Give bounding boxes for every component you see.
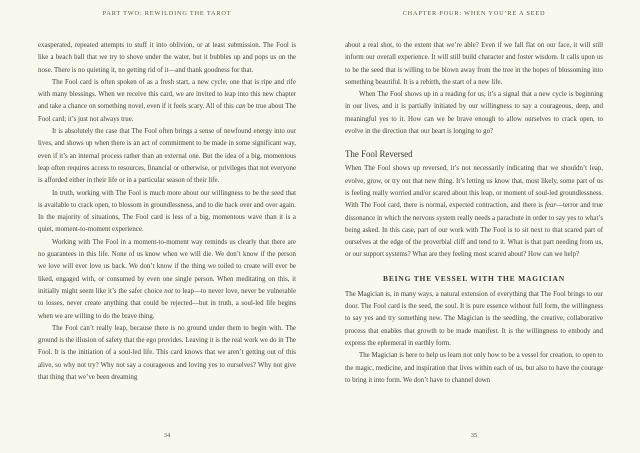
paragraph: The Magician is, in many ways, a natural extension of everything that The Fool brings to our door. The Fool card is the seed, the soul. It is pure essence without full form, the willingness to say yes and try something new. The Magician is the seedling, the creative, collaborative process that enables that growth to be made manifest. It is the willingness to embody and express the ephemeral in earthly form. bbox=[345, 290, 603, 347]
paragraph: It is absolutely the case that The Fool often brings a sense of newfound energy into our lives, and shows up when there is an act of commitment to be made in some significant way, even if it’s an internal process rather than an external one. But the idea of a big, momentous leap often requires access to resources, financial or otherwise, or privileges that not everyone is afforded either in their life or in a particular season of their life. bbox=[38, 128, 296, 185]
left-page bbox=[38, 0, 296, 453]
page-number-right: 35 bbox=[470, 432, 478, 439]
paragraph: The Fool card is often spoken of as a fresh start, a new cycle, one that is ripe and rife with many blessings. When we receive this card, we are invited to leap into this new chapter and take a chance on something novel, even if it feels scary. All of this can be true about The Fool card; it’s just not always true. bbox=[38, 78, 296, 123]
paragraph: Working with The Fool in a moment-to-moment way reminds us clearly that there are no guarantees in this life. None of us know when we will die. We don’t know if the person we love will ever love us back. We don’t know if the thing we toiled to create will ever be liked, engaged with, or consumed by even one single person. When meditating on this, it initially might seem like it’s the safer choice not to leap—to never love, never be vulnerable to losses, never create anything that could be rejected—but in truth, a soul-led life begins when we are willing to do the brave thing. bbox=[38, 238, 297, 320]
paragraph: In truth, working with The Fool is much more about our willingness to be the seed that is available to crack open, to blossom in groundlessness, and to die back over and over again. In the majority of situations, The Fool card is less of a big, momentous wave than it is a quiet, moment-to-moment experience. bbox=[38, 189, 296, 234]
paragraph: The Magician is here to help us learn not only how to be a vessel for creation, to open to the magic, medicine, and inspiration that lives within each of us, but also to have the courage to bring it into form. We don’t have to channel down bbox=[345, 352, 603, 384]
left-page-body bbox=[38, 40, 296, 384]
page-number-left: 34 bbox=[163, 432, 171, 439]
paragraph: When The Fool shows up in a reading for us, it’s a signal that a new cycle is beginning in our lives, and it is partially initiated by our willingness to say a courageous, deep, and meaningful yes to it. How can we be brave enough to allow ourselves to crack open, to evolve in the direction that our heart is longing to go? bbox=[345, 91, 603, 136]
paragraph: When The Fool shows up reversed, it’s not necessarily indicating that we shouldn’t leap, evolve, grow, or try out that new thing. It’s letting us know that, most likely, some part of us is feeling really worried and/or scared about this leap, or moment of soul-led groundlessness. With The Fool card, there is normal, expected contraction, and there is fear—terror and true dissonance in which the nervous system really needs a parachute in order to say yes to what’s being asked. In this case, part of our work with The Fool is to sit next to that scared part of ourselves at the edge of the proverbial cliff and tend to it. What is that part needing from us, or our support systems? What are they feeling most scared about? How can we help? bbox=[345, 165, 603, 259]
section-heading-magician: BEING THE VESSEL WITH THE MAGICIAN bbox=[383, 273, 565, 283]
right-page-body bbox=[345, 40, 603, 387]
running-head-right: CHAPTER FOUR: WHEN YOU’RE A SEED bbox=[402, 10, 546, 17]
paragraph: about a real shot, to the extent that we’re able? Even if we fall flat on our face, it will still inform our overall experience. It will still build character and foster wisdom. It calls upon us to be the seed that is willing to be blown away from the tree in the hopes of blossoming into something beautiful. It is a rebirth, the start of a new life. bbox=[345, 42, 603, 86]
running-head-left: PART TWO: REWILDING THE TAROT bbox=[102, 10, 232, 17]
subheading-fool-reversed: The Fool Reversed bbox=[345, 149, 413, 160]
right-page bbox=[345, 0, 603, 453]
paragraph: The Fool can’t really leap, because there is no ground under them to begin with. The ground is the illusion of safety that the ego provides. Leaving it is the real work we do in The Fool. It is the initiation of a soul-led life. This card knows that we aren’t getting out of this alive, so why not try? Why not say a courageous and loving yes to ourselves? Why not give that thing that we’ve been dreaming bbox=[38, 324, 296, 382]
paragraph: exasperated, repeated attempts to stuff it into oblivion, or at least submission. The Fool is like a beach ball that we try to shove under the water, but it bubbles up and pops us on the nose. There is no quieting it, no getting rid of it—and thank goodness for that. bbox=[38, 42, 296, 74]
